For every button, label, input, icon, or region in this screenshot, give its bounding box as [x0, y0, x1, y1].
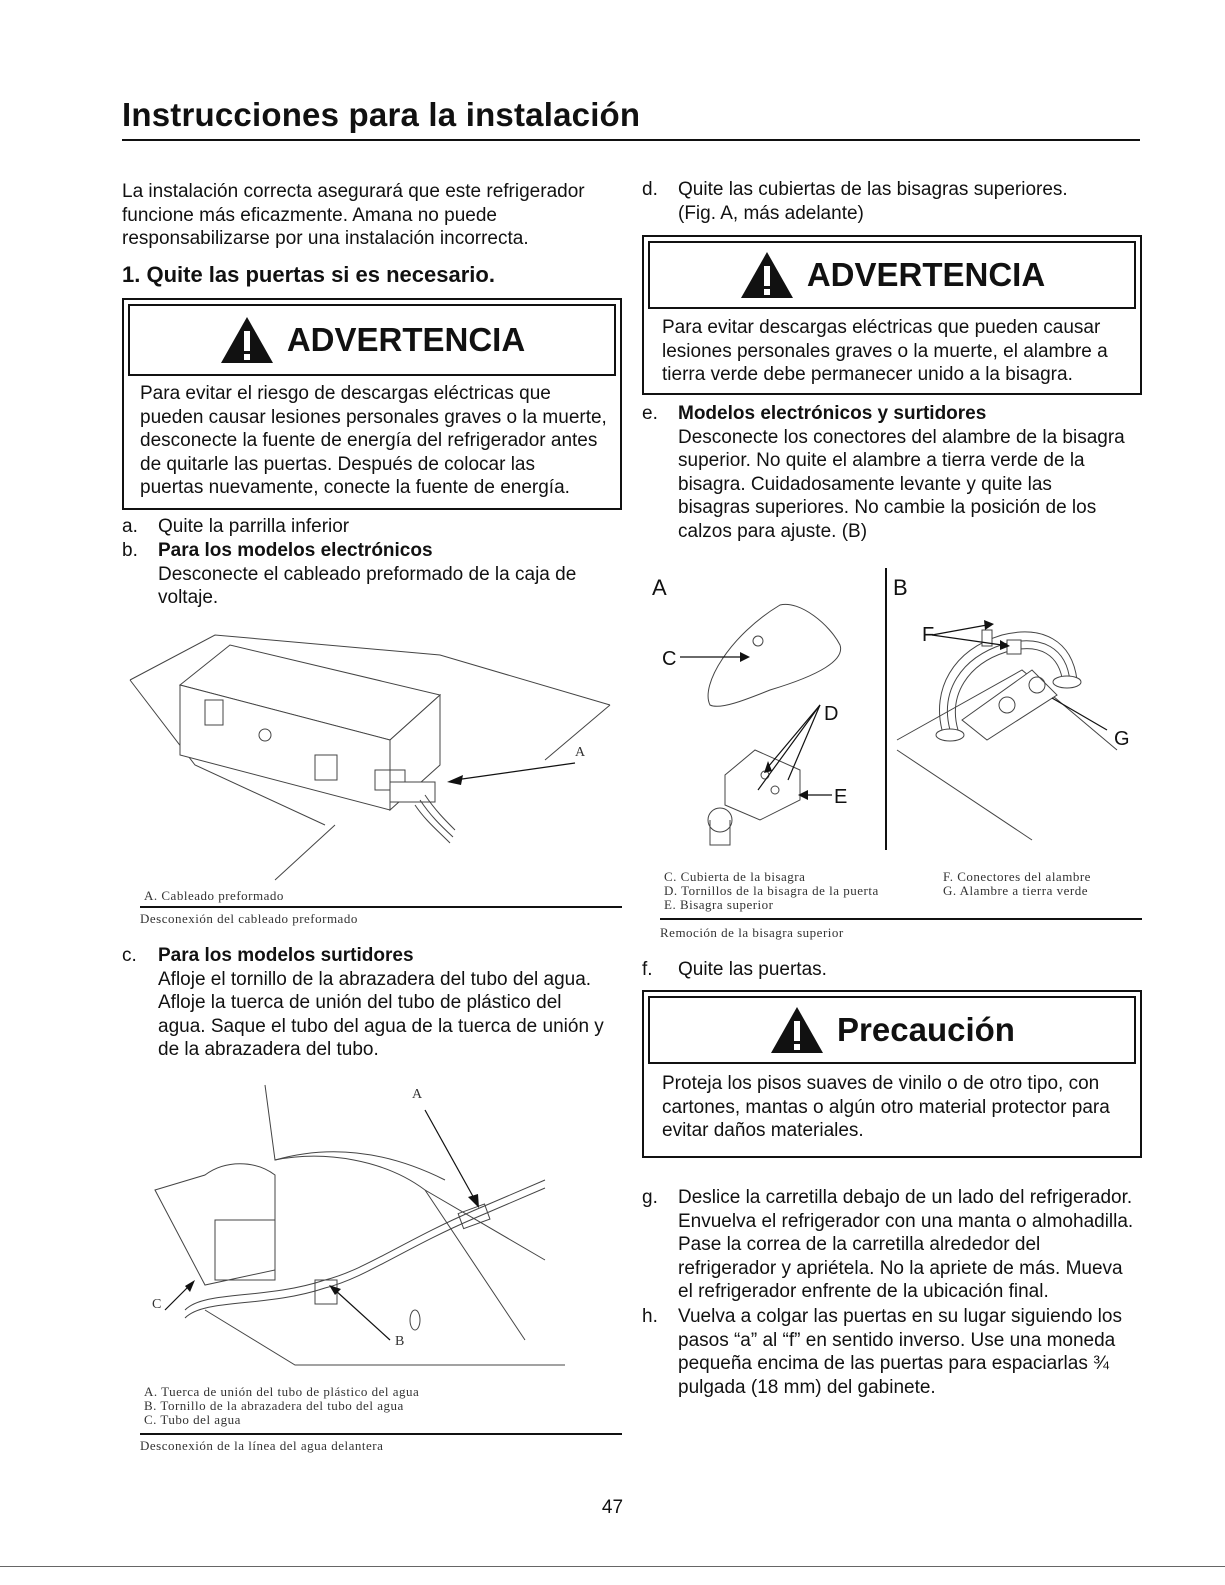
warning-text-2: Para evitar descargas eléctricas que pueden causar lesiones personales graves o la muerte, el alambre a tierra verde debe permanecer unido a la bisagra.	[662, 317, 1108, 385]
fig1-label-a: A	[575, 745, 586, 760]
fig3-legend-left: C. Cubierta de la bisagra D. Tornillos de la bisagra de la puerta E. Bisagra superior	[664, 869, 879, 912]
fig3-label-f: F	[922, 624, 935, 646]
bottom-rule	[0, 1566, 1225, 1567]
caution-header	[648, 996, 1136, 1064]
intro-paragraph: La instalación correcta asegurará que este refrigerador funcione más eficazmente. Amana no puede responsabilizarse por una instalación incorrecta.	[122, 181, 585, 249]
fig3-rule	[660, 918, 1142, 920]
fig1-rule	[140, 906, 622, 908]
caution-text: Proteja los pisos suaves de vinilo o de otro tipo, con cartones, mantas o algún otro material protector para evitar daños materiales.	[662, 1073, 1110, 1141]
fig3-label-d: D	[824, 703, 839, 725]
hinge-cover-figure	[650, 595, 880, 855]
fig3-panel-a: A	[652, 575, 667, 600]
fig3-label-e: E	[834, 786, 848, 808]
fig3-panel-b: B	[893, 575, 908, 600]
fig2-caption: Desconexión de la línea del agua delantera	[140, 1438, 384, 1453]
warning-triangle-icon	[219, 315, 275, 365]
warning-text-1: Para evitar el riesgo de descargas eléctricas que pueden causar lesiones personales graves o la muerte, desconecte la fuente de energía del refrigerador antes de quitarle las puertas. Después de colocar las puertas nuevamente, conecte la fuente de energía.	[140, 383, 607, 498]
fig2-label-a: A	[412, 1087, 423, 1102]
warning-triangle-icon	[739, 250, 795, 300]
fig3-divider	[885, 568, 887, 850]
fig3-legend-right: F. Conectores del alambre G. Alambre a tierra verde	[943, 869, 1091, 898]
warning-title: ADVERTENCIA	[286, 321, 526, 358]
harness-figure	[125, 625, 620, 895]
warning-header-2	[648, 241, 1136, 309]
warning-title: ADVERTENCIA	[806, 256, 1046, 293]
fig2-legend: A. Tuerca de unión del tubo de plástico del agua B. Tornillo de la abrazadera del tubo del agua C. Tubo del agua	[144, 1384, 420, 1427]
fig1-caption: Desconexión del cableado preformado	[140, 911, 358, 926]
fig1-legend: A. Cableado preformado	[144, 888, 284, 903]
warning-header-1	[128, 304, 616, 376]
fig2-rule	[140, 1433, 622, 1435]
fig3-label-c: C	[662, 648, 677, 670]
warning-triangle-icon	[769, 1005, 825, 1055]
page-number: 47	[601, 1497, 624, 1518]
section-heading: 1. Quite las puertas si es necesario.	[122, 262, 495, 287]
fig3-caption: Remoción de la bisagra superior	[660, 925, 844, 940]
fig2-label-b: B	[395, 1334, 405, 1349]
water-line-figure	[145, 1080, 615, 1370]
fig3-label-g: G	[1114, 728, 1130, 750]
fig2-label-c: C	[152, 1297, 162, 1312]
caution-title: Precaución	[837, 1011, 1015, 1048]
title-rule	[122, 139, 1140, 141]
page-title: Instrucciones para la instalación	[122, 96, 641, 133]
